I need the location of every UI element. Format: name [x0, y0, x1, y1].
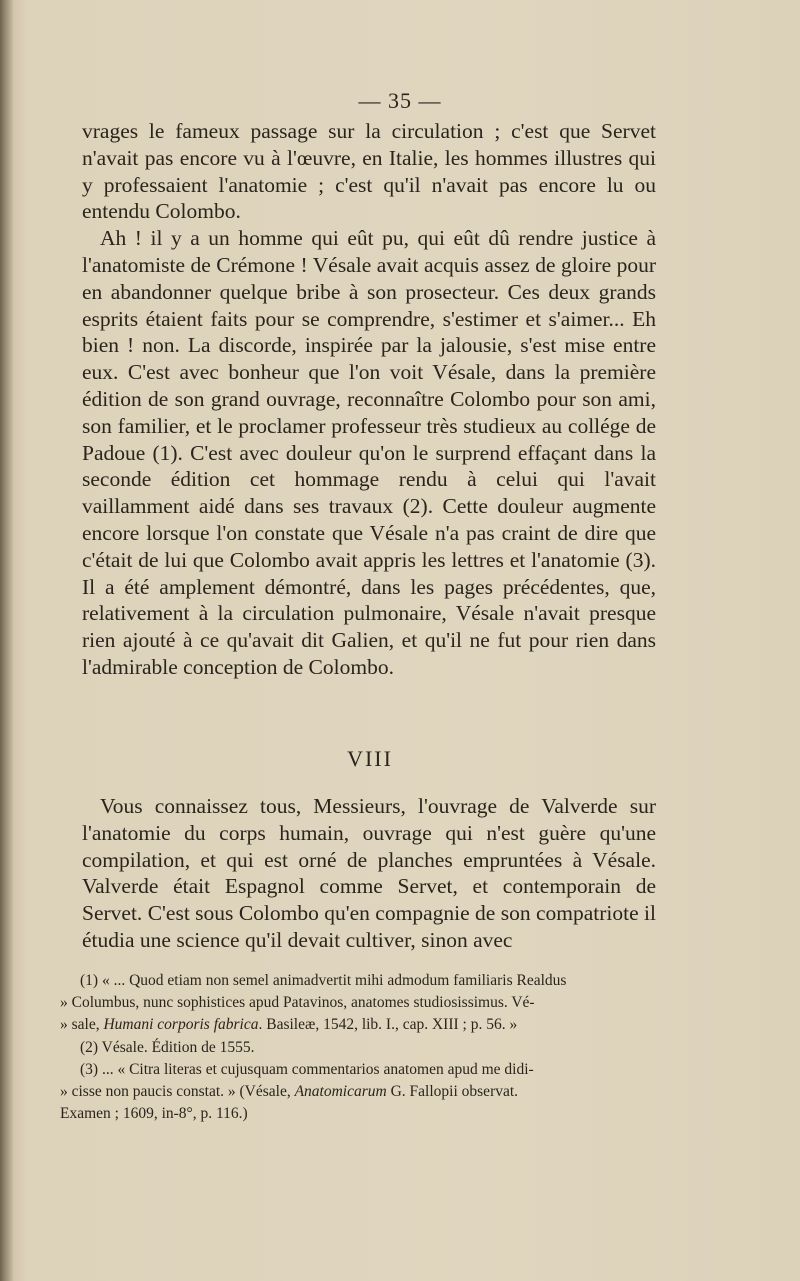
footnote-1-line-2: » Columbus, nunc sophistices apud Patavinos, anatomes studiosissimus. Vé- — [60, 994, 535, 1012]
footnote-1-suffix: . Basileæ, 1542, lib. I., cap. XIII ; p. 56. » — [258, 1016, 518, 1034]
footnote-2: (2) Vésale. Édition de 1555. — [80, 1038, 255, 1056]
footnote-3-title: Anatomicarum — [294, 1083, 387, 1101]
footnote-3-prefix: » cisse non paucis constat. » (Vésale, — [60, 1083, 295, 1101]
book-spine-shadow — [0, 0, 14, 1281]
paragraph-vesale-colombo: Ah ! il y a un homme qui eût pu, qui eût dû rendre justice à l'anatomiste de Crémone ! Vésale avait acquis assez de gloire pour en abandonner quelque bribe à son prosecteur. Ces deux grands esprits étaient faits pour se comprendre, s'estimer et s'aimer... Eh bien ! non. La discorde, inspirée par la jalousie, s'est mise entre eux. C'est avec bonheur que l'on voit Vésale, dans la première édition de son grand ouvrage, reconnaître Colombo pour son ami, son familier, et le proclamer professeur très studieux au collége de Padoue (1). C'est avec douleur qu'on le surprend effaçant dans la seconde édition cet hommage rendu à celui qui l'avait vaillamment aidé dans ses travaux (2). Cette douleur augmente encore lorsque l'on constate que Vésale n'a pas craint de dire que c'était de lui que Colombo avait appris les lettres et l'anatomie (3). Il a été amplement démontré, dans les pages précédentes, que, relativement à la circulation pulmonaire, Vésale n'avait presque rien ajouté à ce qu'avait dit Galien, et qu'il ne fut pour rien dans l'admirable conception de Colombo. — [82, 226, 656, 679]
section-heading: VIII — [347, 746, 393, 771]
footnote-1-line-1: (1) « ... Quod etiam non semel animadvertit mihi admodum familiaris Realdus — [80, 972, 567, 989]
page-number: — 35 — — [358, 88, 442, 113]
footnote-1-title: Humani corporis fabrica — [103, 1016, 259, 1034]
paragraph-valverde: Vous connaissez tous, Messieurs, l'ouvrage de Valverde sur l'anatomie du corps humain, ouvrage qui n'est guère qu'une compilation, et qui est orné de planches empruntées à Vésale. Valverde était Espagnol comme Servet, et contemporain de Servet. C'est sous Colombo qu'en compagnie de son compatriote il étudia une science qu'il devait cultiver, sinon avec — [82, 794, 656, 952]
body-text-top — [82, 118, 656, 681]
paragraph-continuation: vrages le fameux passage sur la circulation ; c'est que Servet n'avait pas encore vu à l'œuvre, en Italie, les hommes illustres qui y professaient l'anatomie ; c'est qu'il n'avait pas encore lu ou entendu Colombo. — [82, 119, 656, 224]
footnote-3-suffix: G. Fallopii observat. — [386, 1083, 519, 1101]
footnote-3-line-2 — [60, 1081, 658, 1103]
footnote-3-line-1: (3) ... « Citra literas et cujusquam commentarios anatomen apud me didi- — [80, 1060, 534, 1078]
footnote-1-line-3 — [60, 1014, 658, 1036]
footnote-1-prefix: » sale, — [60, 1016, 104, 1034]
body-text-bottom — [82, 793, 656, 954]
footnotes — [60, 970, 658, 1125]
footnote-3-line-3: Examen ; 1609, in-8°, p. 116.) — [60, 1105, 248, 1123]
